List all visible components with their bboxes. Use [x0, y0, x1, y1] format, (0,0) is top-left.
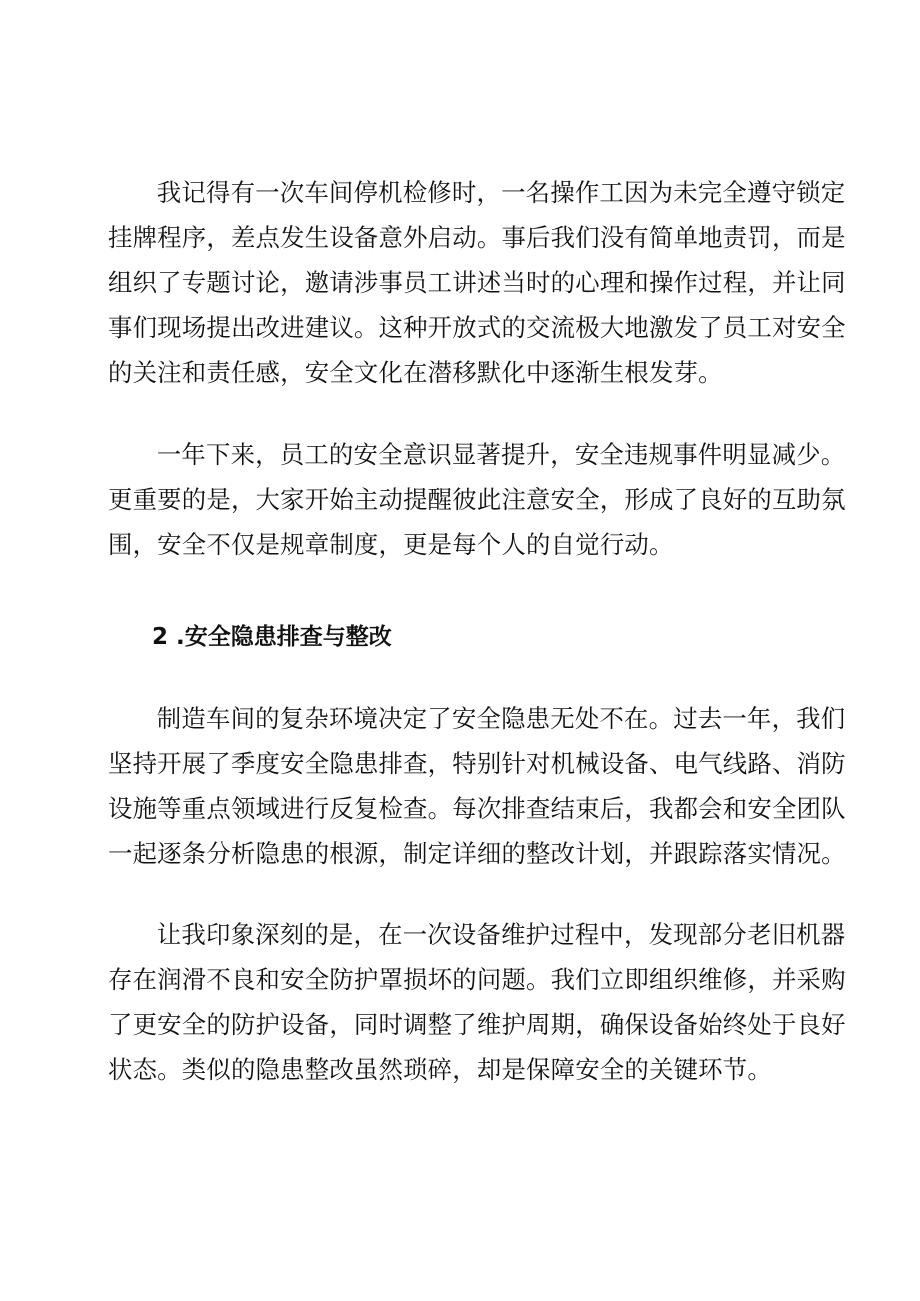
paragraph-hazard-inspection: [108, 696, 846, 876]
text-line: 制造车间的复杂环境决定了安全隐患无处不在。过去一年，我们: [156, 704, 846, 733]
paragraph-year-result: [108, 432, 846, 567]
text-line: 挂牌程序，差点发生设备意外启动。事后我们没有简单地责罚，而是: [108, 223, 846, 252]
text-line: 坚持开展了季度安全隐患排查，特别针对机械设备、电气线路、消防: [108, 749, 846, 778]
paragraph-incident-story: [108, 170, 846, 395]
section-number: 2: [152, 624, 169, 650]
paragraph-maintenance-example: [108, 912, 846, 1092]
text-line: 让我印象深刻的是，在一次设备维护过程中，发现部分老旧机器: [156, 920, 846, 949]
text-line: 更重要的是，大家开始主动提醒彼此注意安全，形成了良好的互助氛: [108, 485, 846, 514]
text-line: 一年下来，员工的安全意识显著提升，安全违规事件明显减少。: [156, 440, 846, 469]
section-title: .安全隐患排查与整改: [176, 624, 392, 650]
section-heading: [152, 617, 392, 657]
text-line: 我记得有一次车间停机检修时，一名操作工因为未完全遵守锁定: [156, 178, 846, 207]
text-line: 状态。类似的隐患整改虽然琐碎，却是保障安全的关键环节。: [108, 1055, 772, 1084]
text-line: 组织了专题讨论，邀请涉事员工讲述当时的心理和操作过程，并让同: [108, 268, 846, 297]
text-line: 的关注和责任感，安全文化在潜移默化中逐渐生根发芽。: [108, 358, 723, 387]
text-line: 设施等重点领域进行反复检查。每次排查结束后，我都会和安全团队: [108, 794, 846, 823]
text-line: 了更安全的防护设备，同时调整了维护周期，确保设备始终处于良好: [108, 1010, 846, 1039]
text-line: 一起逐条分析隐患的根源，制定详细的整改计划，并跟踪落实情况。: [108, 839, 846, 868]
text-line: 存在润滑不良和安全防护罩损坏的问题。我们立即组织维修，并采购: [108, 965, 846, 994]
text-line: 事们现场提出改进建议。这种开放式的交流极大地激发了员工对安全: [108, 313, 846, 342]
text-line: 围，安全不仅是规章制度，更是每个人的自觉行动。: [108, 530, 674, 559]
